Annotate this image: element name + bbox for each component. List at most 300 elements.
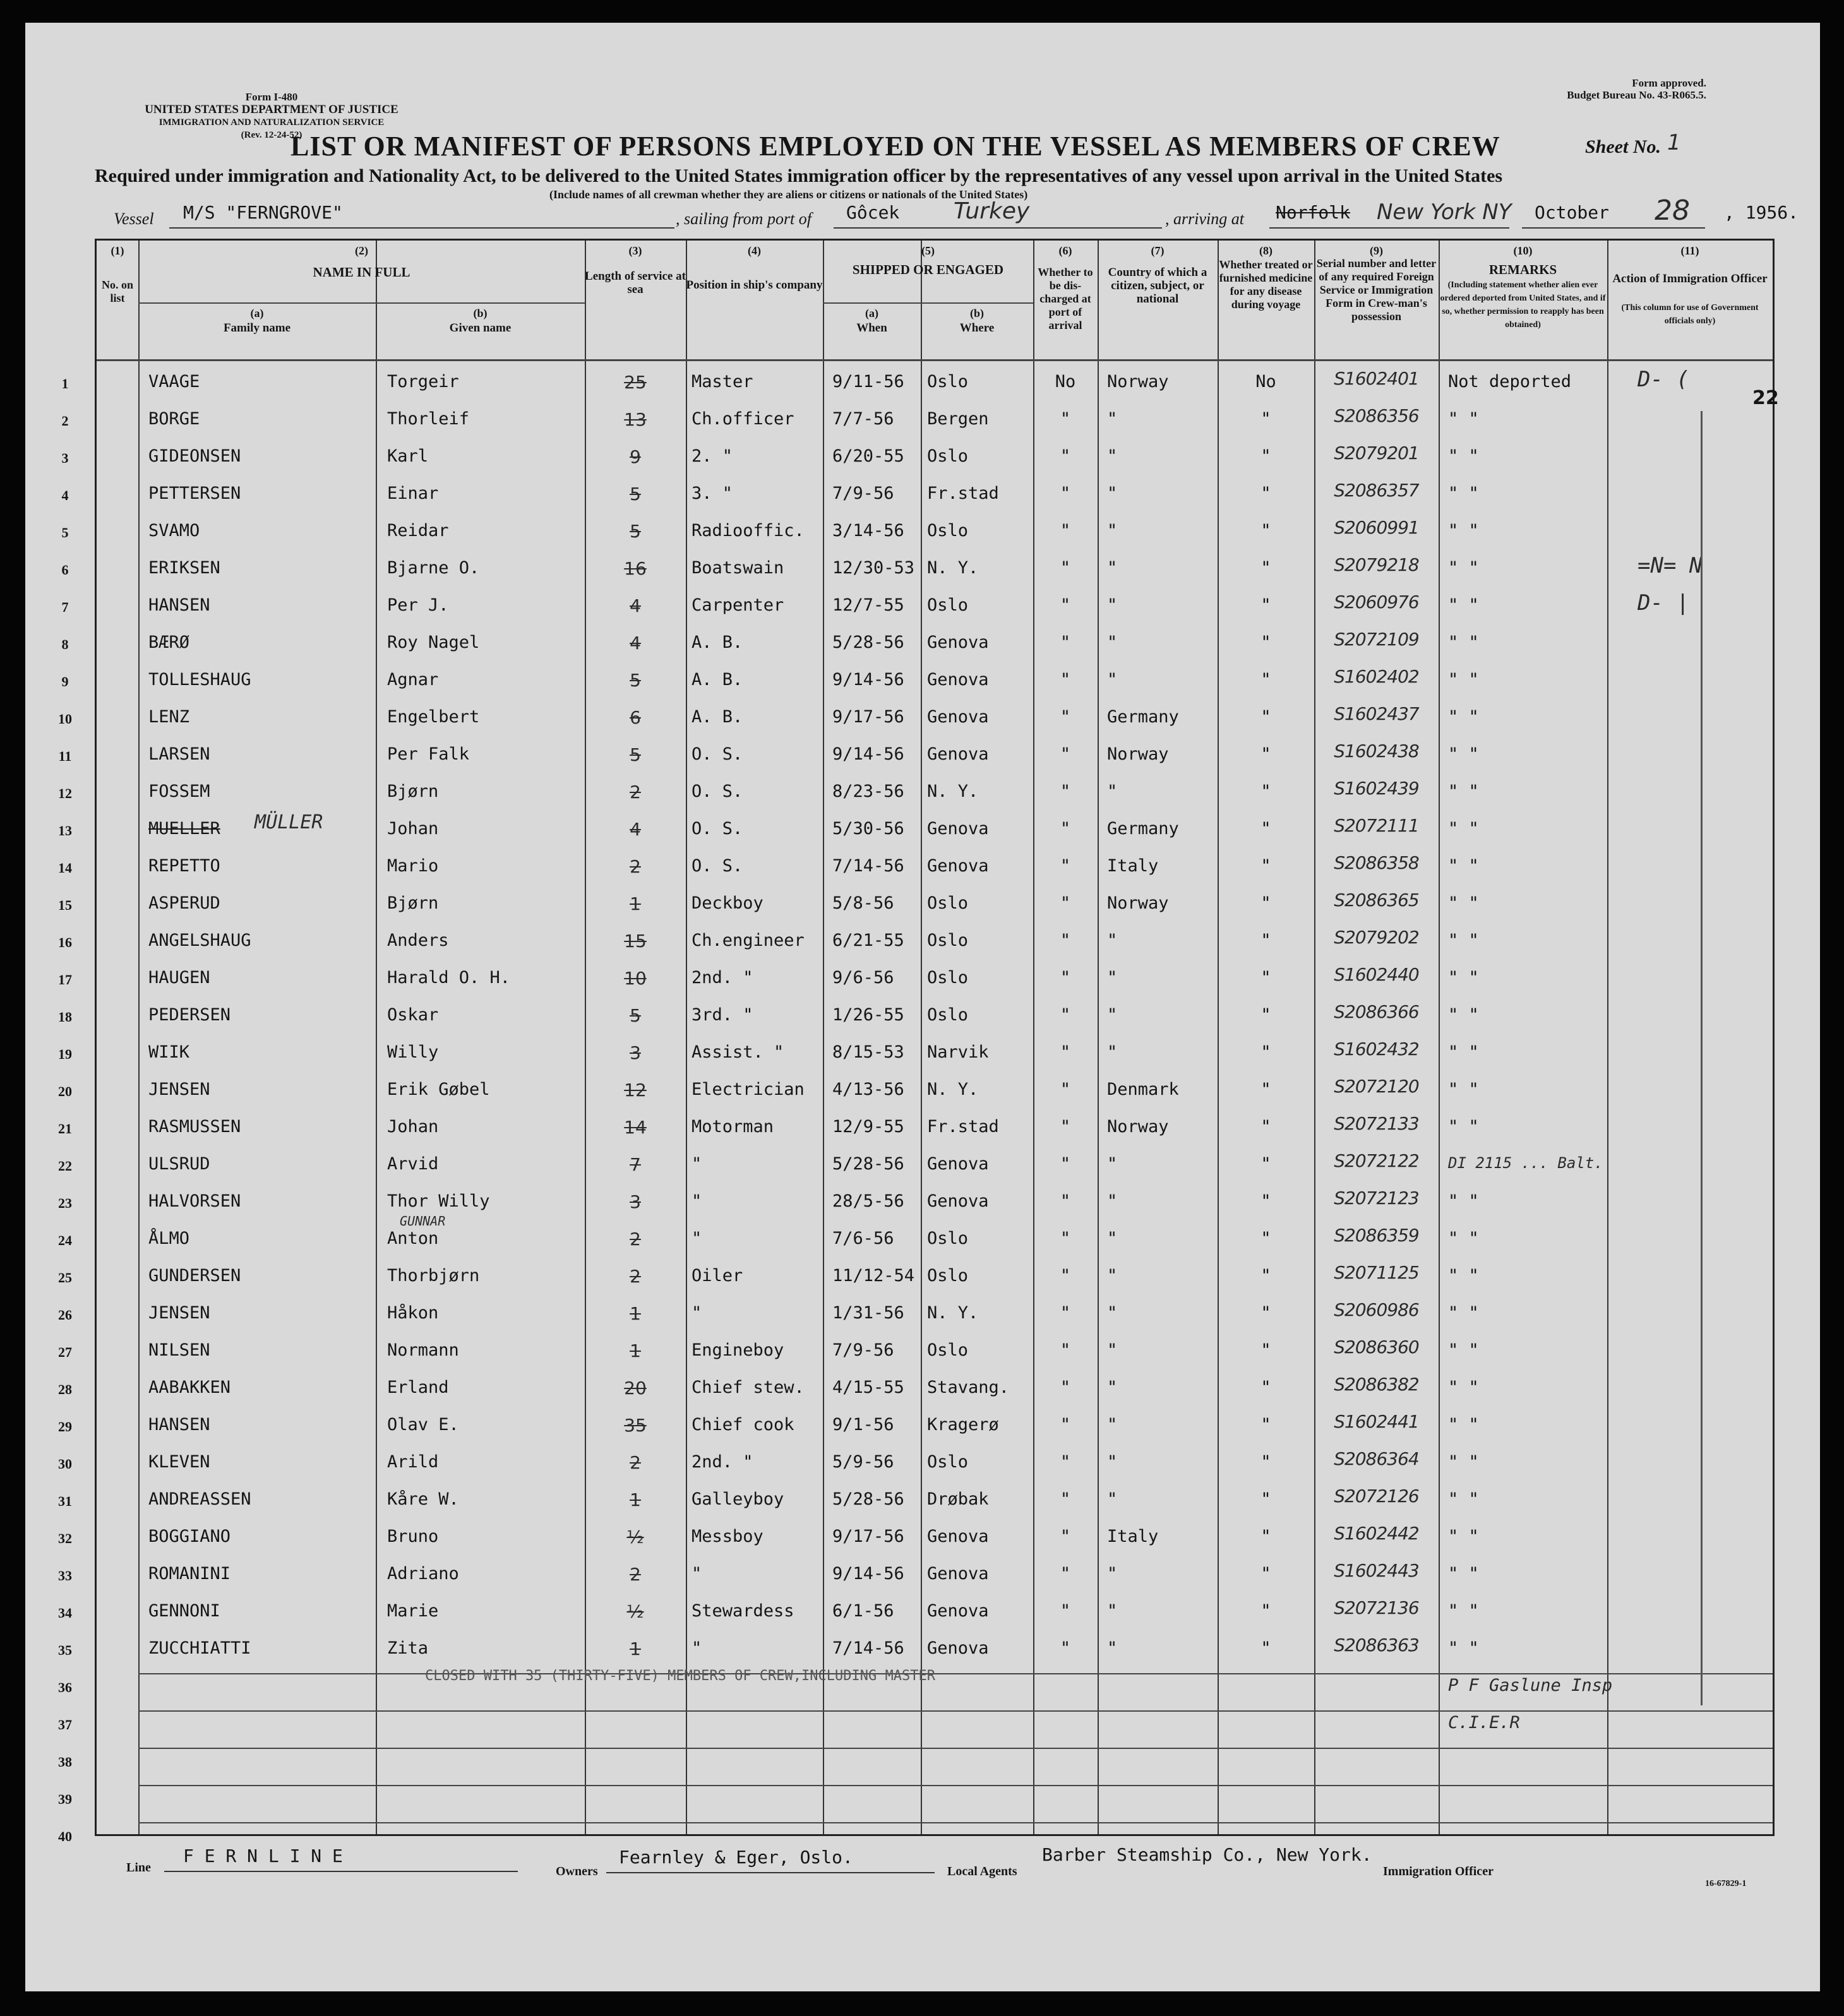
cell-medicine: " [1260, 931, 1271, 950]
footer [126, 1844, 1768, 1882]
cell-country: " [1107, 1489, 1118, 1509]
header-name-in-full: NAME IN FULL [313, 265, 410, 280]
header-action-note: (This column for use of Government officials only) [1621, 303, 1759, 326]
row-number: 6 [61, 562, 69, 578]
table-row [58, 1258, 1773, 1296]
cell-position: O. S. [692, 744, 743, 764]
cell-discharged: " [1060, 931, 1071, 950]
form-code: 16-67829-1 [1705, 1879, 1747, 1888]
cell-remarks: P F Gaslune Insp [1448, 1676, 1613, 1695]
cell-family-name: HAUGEN [148, 968, 210, 987]
cell-given-name: Håkon [387, 1303, 439, 1323]
cell-family-name: AABAKKEN [148, 1378, 231, 1397]
row-number: 29 [58, 1419, 72, 1434]
row-number: 5 [61, 525, 69, 540]
cell-discharged: " [1060, 782, 1071, 801]
header-medicine: Whether treated or furnished medicine for any disease during voyage [1219, 258, 1313, 311]
cell-medicine: " [1260, 1154, 1271, 1174]
cell-serial: S2086360 [1334, 1337, 1419, 1357]
revision: (Rev. 12-24-52) [241, 130, 302, 140]
table-row [58, 1370, 1773, 1407]
cell-position: Chief stew. [692, 1378, 805, 1397]
approval: Form approved. [1632, 77, 1706, 89]
row-number: 39 [58, 1791, 72, 1807]
row-number: 21 [58, 1121, 72, 1136]
cell-position: Motorman [692, 1117, 774, 1136]
row-number: 16 [58, 934, 72, 950]
table-row [58, 1214, 1773, 1258]
column-number: (4) [748, 244, 761, 257]
table-row [58, 886, 1773, 923]
cell-family-name: PETTERSEN [148, 484, 241, 503]
cell-remarks: " " [1448, 931, 1479, 950]
cell-length: 2 [630, 856, 641, 877]
cell-family-name: FOSSEM [148, 782, 210, 801]
row-number: 32 [58, 1530, 72, 1546]
row-number: 28 [58, 1381, 72, 1397]
row-number: 38 [58, 1754, 72, 1770]
cell-given-name: Engelbert [387, 707, 480, 727]
cell-length: 2 [630, 1452, 641, 1473]
cell-when: 9/14-56 [832, 744, 904, 764]
cell-serial: S2072109 [1334, 629, 1419, 650]
cell-discharged: " [1060, 1601, 1071, 1621]
cell-length: 6 [630, 707, 641, 728]
cell-length: 5 [630, 670, 641, 691]
cell-length: 13 [624, 409, 647, 430]
cell-country: " [1107, 484, 1118, 503]
table-row [58, 774, 1773, 811]
cell-when: 1/26-55 [832, 1005, 904, 1025]
cell-serial: S1602438 [1334, 741, 1419, 761]
immigration-officer-label: Immigration Officer [1383, 1864, 1494, 1878]
cell-country: " [1107, 931, 1118, 950]
cell-country: Italy [1107, 1527, 1159, 1546]
cell-when: 7/6-56 [832, 1229, 894, 1248]
cell-given-name: Adriano [387, 1564, 459, 1584]
cell-length: 2 [630, 1564, 641, 1585]
cell-given-name: Einar [387, 484, 439, 503]
cell-given-name: Erland [387, 1378, 449, 1397]
header-when: When [856, 321, 887, 335]
cell-where: Oslo [927, 1005, 969, 1025]
row-number: 4 [61, 487, 69, 503]
cell-remarks: " " [1448, 595, 1479, 615]
cell-remarks: " " [1448, 1489, 1479, 1509]
line-label: Line [126, 1861, 151, 1875]
cell-remarks: " " [1448, 968, 1479, 987]
cell-length: 1 [630, 1340, 641, 1361]
cell-country: Norway [1107, 744, 1169, 764]
header-family-name: Family name [223, 321, 291, 335]
table-row [58, 700, 1773, 737]
cell-serial: S2072136 [1334, 1597, 1419, 1618]
cell-when: 9/17-56 [832, 1527, 904, 1546]
cell-action: D- | [1637, 590, 1689, 616]
cell-position: 2nd. " [692, 1452, 753, 1472]
cell-medicine: " [1260, 782, 1271, 801]
cell-family-name: ASPERUD [148, 893, 220, 913]
cell-where: Genova [927, 633, 989, 652]
header-5b: (b) [970, 307, 984, 319]
cell-remarks: " " [1448, 1601, 1479, 1621]
cell-family-name: BORGE [148, 409, 200, 429]
cell-serial: S2071125 [1334, 1262, 1419, 1283]
cell-where: Stavang. [927, 1378, 1010, 1397]
cell-medicine: " [1260, 856, 1271, 876]
cell-remarks: " " [1448, 1452, 1479, 1472]
cell-medicine: " [1260, 558, 1271, 578]
cell-family-name: VAAGE [148, 372, 200, 391]
cell-serial: S2086382 [1334, 1374, 1419, 1395]
cell-serial: S1602441 [1334, 1411, 1419, 1432]
cell-family-name: ÅLMO [148, 1229, 190, 1248]
cell-discharged: " [1060, 1527, 1071, 1546]
cell-country: " [1107, 1266, 1118, 1285]
cell-remarks: " " [1448, 1303, 1479, 1323]
cell-remarks: " " [1448, 782, 1479, 801]
cell-country: Germany [1107, 707, 1179, 727]
cell-length: 2 [630, 1229, 641, 1250]
cell-discharged: " [1060, 409, 1071, 429]
cell-length: 1 [630, 1489, 641, 1510]
cell-given-name: Agnar [387, 670, 439, 689]
cell-remarks: " " [1448, 893, 1479, 913]
table-row [58, 1333, 1773, 1370]
row-number: 26 [58, 1307, 72, 1323]
cell-given-name: Marie [387, 1601, 439, 1621]
cell-discharged: " [1060, 1303, 1071, 1323]
cell-medicine: " [1260, 1117, 1271, 1136]
cell-family-name: JENSEN [148, 1303, 210, 1323]
column-number: (7) [1151, 244, 1164, 257]
cell-remarks: C.I.E.R [1448, 1713, 1520, 1733]
cell-length: 2 [630, 782, 641, 802]
cell-remarks: " " [1448, 558, 1479, 578]
cell-family-name: KLEVEN [148, 1452, 210, 1472]
cell-length: 4 [630, 819, 641, 840]
cell-position: Boatswain [692, 558, 784, 578]
cell-serial: S1602437 [1334, 703, 1419, 724]
cell-given-name: Erik Gøbel [387, 1080, 490, 1099]
cell-remarks: " " [1448, 1117, 1479, 1136]
month-underline [1522, 227, 1705, 229]
table-row [58, 1556, 1773, 1594]
cell-medicine: " [1260, 1303, 1271, 1323]
cell-when: 28/5-56 [832, 1191, 904, 1211]
row-number: 9 [61, 674, 69, 689]
cell-where: Genova [927, 1154, 989, 1174]
column-number: (8) [1259, 244, 1272, 257]
cell-position: " [692, 1191, 702, 1211]
row-number: 24 [58, 1232, 72, 1248]
action-pencil-stroke [1701, 411, 1703, 1705]
owners-value: Fearnley & Eger, Oslo. [619, 1847, 853, 1868]
cell-given-name: Arild [387, 1452, 439, 1472]
cell-family-name: GUNDERSEN [148, 1266, 241, 1285]
row-number: 18 [58, 1009, 72, 1025]
cell-position: Messboy [692, 1527, 763, 1546]
family-name-correction: MÜLLER [254, 811, 323, 833]
cell-given-name: Mario [387, 856, 439, 876]
empty-row-line [138, 1748, 1773, 1749]
column-number: (9) [1370, 244, 1383, 257]
closing-note: CLOSED WITH 35 (THIRTY-FIVE) MEMBERS OF CREW,INCLUDING MASTER [425, 1668, 935, 1684]
manifest-sheet [25, 23, 1820, 1991]
table-row [58, 1705, 1773, 1743]
cell-given-name: Kåre W. [387, 1489, 459, 1509]
cell-when: 12/30-53 [832, 558, 915, 578]
cell-where: Genova [927, 744, 989, 764]
cell-country: " [1107, 1452, 1118, 1472]
row-number: 25 [58, 1270, 72, 1285]
row-number: 27 [58, 1344, 72, 1360]
cell-discharged: " [1060, 484, 1071, 503]
cell-serial: S1602443 [1334, 1560, 1419, 1581]
cell-remarks: " " [1448, 1415, 1479, 1434]
cell-where: Oslo [927, 372, 969, 391]
cell-family-name: ROMANINI [148, 1564, 231, 1584]
cell-medicine: " [1260, 1638, 1271, 1658]
cell-discharged: " [1060, 558, 1071, 578]
cell-where: Oslo [927, 1229, 969, 1248]
cell-country: " [1107, 633, 1118, 652]
arrival-year: , 1956. [1724, 202, 1799, 223]
cell-given-name: Anders [387, 931, 449, 950]
cell-remarks: " " [1448, 1266, 1479, 1285]
header-country: Country of which a citizen, subject, or national [1108, 266, 1207, 306]
cell-remarks: DI 2115 ... Balt. [1448, 1154, 1603, 1172]
table-row [61, 402, 1773, 439]
cell-discharged: " [1060, 1080, 1071, 1099]
cell-when: 12/7-55 [832, 595, 904, 615]
cell-where: Genova [927, 1191, 989, 1211]
sailing-label: , sailing from port of [676, 210, 812, 228]
port-from-underline [834, 227, 1162, 229]
cell-where: Oslo [927, 1266, 969, 1285]
page-title: LIST OR MANIFEST OF PERSONS EMPLOYED ON THE VESSEL AS MEMBERS OF CREW [290, 131, 1500, 162]
header-length-of-service: Length of service at sea [585, 270, 686, 296]
cell-discharged: " [1060, 856, 1071, 876]
empty-row-line [138, 1710, 1773, 1712]
table-row [58, 1445, 1773, 1482]
cell-discharged: " [1060, 968, 1071, 987]
cell-family-name: MUELLER [148, 819, 220, 838]
cell-given-name: Normann [387, 1340, 459, 1360]
cell-position: Galleyboy [692, 1489, 784, 1509]
cell-given-name: Willy [387, 1042, 439, 1062]
cell-given-name: Roy Nagel [387, 633, 480, 652]
cell-medicine: " [1260, 819, 1271, 838]
cell-discharged: " [1060, 1638, 1071, 1658]
sheet-number: 1 [1667, 130, 1681, 155]
cell-medicine: " [1260, 633, 1271, 652]
row-number: 33 [58, 1568, 72, 1584]
cell-length: 5 [630, 1005, 641, 1026]
header-remarks-note: (Including statement whether alien ever ordered deported from United States, and if so, whether permission to reapply has been obtained) [1440, 280, 1606, 330]
cell-position: 3. " [692, 484, 733, 503]
cell-where: Oslo [927, 595, 969, 615]
cell-remarks: " " [1448, 744, 1479, 764]
cell-country: " [1107, 409, 1118, 429]
cell-length: 9 [630, 446, 641, 467]
row-number: 20 [58, 1083, 72, 1099]
cell-where: N. Y. [927, 1303, 979, 1323]
cell-position: Assist. " [692, 1042, 784, 1062]
cell-position: Ch.engineer [692, 931, 805, 950]
cell-serial: S2079202 [1334, 927, 1419, 948]
cell-serial: S2079218 [1334, 554, 1419, 575]
row-number: 30 [58, 1456, 72, 1472]
table-row [58, 923, 1773, 960]
header-no-on-list: No. on list [101, 278, 133, 304]
row-number: 31 [58, 1493, 72, 1509]
cell-position: " [692, 1229, 702, 1248]
cell-where: Genova [927, 856, 989, 876]
cell-when: 1/31-56 [832, 1303, 904, 1323]
table-row [61, 439, 1773, 476]
include-note: (Include names of all crewman whether they are aliens or citizens or nationals of the United States) [549, 188, 1028, 201]
table-row [58, 849, 1773, 886]
cell-country: " [1107, 595, 1118, 615]
cell-discharged: " [1060, 1564, 1071, 1584]
header-2a: (a) [250, 307, 264, 319]
cell-when: 9/6-56 [832, 968, 894, 987]
header-action: Action of Immigration Officer [1612, 272, 1768, 285]
cell-country: " [1107, 1042, 1118, 1062]
cell-given-name: Thor Willy [387, 1191, 490, 1211]
cell-medicine: " [1260, 1229, 1271, 1248]
cell-given-name: Reidar [387, 521, 449, 540]
cell-discharged: " [1060, 521, 1071, 540]
cell-where: Oslo [927, 1340, 969, 1360]
column-number: (3) [628, 244, 642, 257]
cell-discharged: " [1060, 1266, 1071, 1285]
crew-table [58, 239, 1779, 1844]
cell-length: 7 [630, 1154, 641, 1175]
vessel-name: M/S "FERNGROVE" [183, 202, 343, 223]
row-number: 17 [58, 972, 72, 987]
cell-remarks: " " [1448, 1340, 1479, 1360]
cell-position: O. S. [692, 856, 743, 876]
cell-country: Norway [1107, 893, 1169, 913]
department: UNITED STATES DEPARTMENT OF JUSTICE [145, 103, 398, 116]
cell-medicine: " [1260, 893, 1271, 913]
header-discharged: Whether to be dis-charged at port of arrival [1038, 266, 1093, 331]
cell-length: 15 [624, 931, 647, 951]
cell-country: " [1107, 1303, 1118, 1323]
cell-when: 4/13-56 [832, 1080, 904, 1099]
cell-position: Carpenter [692, 595, 784, 615]
sheet-number-label: Sheet No. [1585, 136, 1661, 157]
cell-remarks: " " [1448, 484, 1479, 503]
cell-given-name: Harald O. H. [387, 968, 511, 987]
cell-where: Oslo [927, 521, 969, 540]
cell-where: Oslo [927, 446, 969, 466]
cell-discharged: " [1060, 633, 1071, 652]
cell-length: 1 [630, 1638, 641, 1659]
port-from: Gôcek [846, 202, 900, 223]
cell-family-name: HANSEN [148, 1415, 210, 1434]
cell-position: Ch.officer [692, 409, 794, 429]
cell-position: 2nd. " [692, 968, 753, 987]
cell-position: Stewardess [692, 1601, 794, 1621]
cell-remarks: " " [1448, 1638, 1479, 1658]
cell-action: D- ( [1637, 367, 1689, 392]
cell-family-name: ULSRUD [148, 1154, 210, 1174]
cell-where: N. Y. [927, 558, 979, 578]
cell-where: Genova [927, 707, 989, 727]
cell-given-name: Torgeir [387, 372, 459, 391]
cell-given-name: Zita [387, 1638, 429, 1658]
cell-where: Oslo [927, 968, 969, 987]
cell-medicine: " [1260, 1601, 1271, 1621]
cell-country: " [1107, 1340, 1118, 1360]
cell-where: Oslo [927, 1452, 969, 1472]
cell-when: 9/1-56 [832, 1415, 894, 1434]
cell-serial: S2086363 [1334, 1635, 1419, 1655]
cell-when: 7/9-56 [832, 1340, 894, 1360]
cell-remarks: Not deported [1448, 372, 1572, 391]
cell-country: " [1107, 1564, 1118, 1584]
cell-serial: S2072120 [1334, 1076, 1419, 1097]
cell-given-name: Bjørn [387, 893, 439, 913]
cell-discharged: " [1060, 446, 1071, 466]
port-to-underline [1269, 227, 1509, 229]
cell-where: Fr.stad [927, 484, 999, 503]
cell-family-name: BÆRØ [148, 633, 190, 652]
cell-serial: S2086358 [1334, 852, 1419, 873]
table-row [58, 1743, 1773, 1780]
header-remarks: REMARKS [1488, 262, 1557, 277]
line-value: F E R N L I N E [183, 1846, 343, 1866]
cell-given-name: Bjarne O. [387, 558, 480, 578]
header-position: Position in ship's company [686, 278, 823, 292]
cell-discharged: " [1060, 819, 1071, 838]
cell-discharged: " [1060, 1005, 1071, 1025]
table-row [58, 1184, 1773, 1221]
header-divider [97, 359, 1773, 361]
cell-when: 11/12-54 [832, 1266, 915, 1285]
cell-medicine: " [1260, 1527, 1271, 1546]
cell-when: 4/15-55 [832, 1378, 904, 1397]
row-number: 2 [61, 413, 69, 429]
row-number: 7 [61, 599, 69, 615]
cell-discharged: " [1060, 1415, 1071, 1434]
cell-given-name: Per Falk [387, 744, 470, 764]
cell-medicine: " [1260, 409, 1271, 429]
cell-medicine: " [1260, 1378, 1271, 1397]
cell-serial: S2086366 [1334, 1001, 1419, 1022]
cell-country: Denmark [1107, 1080, 1179, 1099]
table-row [58, 1780, 1773, 1817]
cell-position: Chief cook [692, 1415, 794, 1434]
cell-family-name: GENNONI [148, 1601, 220, 1621]
cell-family-name: PEDERSEN [148, 1005, 231, 1025]
column-number: (5) [921, 244, 935, 257]
row-number: 12 [58, 785, 72, 801]
cell-country: " [1107, 1005, 1118, 1025]
cell-length: ½ [626, 1527, 644, 1548]
cell-where: Genova [927, 1601, 989, 1621]
cell-given-name: Bjørn [387, 782, 439, 801]
cell-country: " [1107, 1229, 1118, 1248]
agents-label: Local Agents [947, 1864, 1017, 1878]
table-row [61, 364, 1779, 409]
cell-remarks: " " [1448, 409, 1479, 429]
cell-medicine: " [1260, 1452, 1271, 1472]
column-number: (11) [1680, 244, 1699, 257]
